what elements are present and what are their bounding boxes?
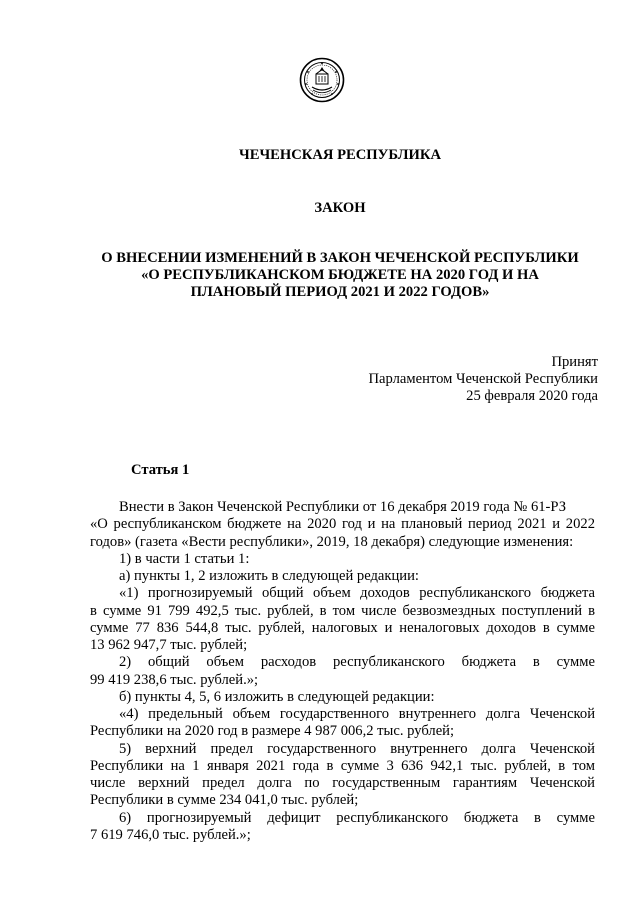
law-title-line: О ВНЕСЕНИИ ИЗМЕНЕНИЙ В ЗАКОН ЧЕЧЕНСКОЙ РЕСПУБЛИКИ [101,250,579,266]
body-line: Республики в сумме 234 041,0 тыс. рублей; [90,792,359,809]
body-line: 99 419 238,6 тыс. рублей.»; [90,671,259,688]
adoption-label: Принят [551,354,598,370]
law-title-line: «О РЕСПУБЛИКАНСКОМ БЮДЖЕТЕ НА 2020 ГОД И НА [141,267,539,283]
body-line: б) пункты 4, 5, 6 изложить в следующей редакции: [119,688,435,705]
adoption-block [368,354,598,405]
republic-heading: ЧЕЧЕНСКАЯ РЕСПУБЛИКА [239,147,441,163]
body-line: «1) прогнозируемый общий объем доходов республиканского бюджета [119,585,595,602]
body-line: 6) прогнозируемый дефицит республиканского бюджета в сумме [119,809,595,826]
article-body [90,499,595,844]
body-line: 5) верхний предел государственного внутреннего долга Чеченской [119,740,595,757]
adoption-body: Парламентом Чеченской Республики [368,371,598,387]
body-line: Республики на 1 января 2021 года в сумме 3 636 942,1 тыс. рублей, в том [90,757,595,774]
law-heading: ЗАКОН [314,200,366,216]
article-title: Статья 1 [131,462,190,478]
law-title [80,250,600,301]
body-line: «4) предельный объем государственного внутреннего долга Чеченской [119,706,595,722]
body-line: в сумме 91 799 492,5 тыс. рублей, в том числе безвозмездных поступлений в [90,602,595,619]
body-line: Республики на 2020 год в размере 4 987 006,2 тыс. рублей; [90,723,455,740]
body-line: а) пункты 1, 2 изложить в следующей редакции: [119,568,419,584]
coat-of-arms-emblem [299,57,345,103]
body-line: 13 962 947,7 тыс. рублей; [90,637,248,653]
body-line: Внести в Закон Чеченской Республики от 16 декабря 2019 года № 61-РЗ [119,499,567,515]
body-line: 7 619 746,0 тыс. рублей.»; [90,826,251,843]
adoption-date: 25 февраля 2020 года [466,388,598,404]
body-line: 2) общий объем расходов республиканского бюджета в сумме [119,654,595,671]
body-line: числе верхний предел долга по государственным гарантиям Чеченской [90,775,595,791]
body-line: годов» (газета «Вести республики», 2019, 18 декабря) следующие изменения: [90,533,574,550]
body-line: 1) в части 1 статьи 1: [119,550,250,567]
body-line: сумме 77 836 544,8 тыс. рублей, налоговых и неналоговых доходов в сумме [90,619,595,636]
law-title-line: ПЛАНОВЫЙ ПЕРИОД 2021 И 2022 ГОДОВ» [190,284,490,300]
body-line: «О республиканском бюджете на 2020 год и на плановый период 2021 и 2022 [90,516,595,533]
